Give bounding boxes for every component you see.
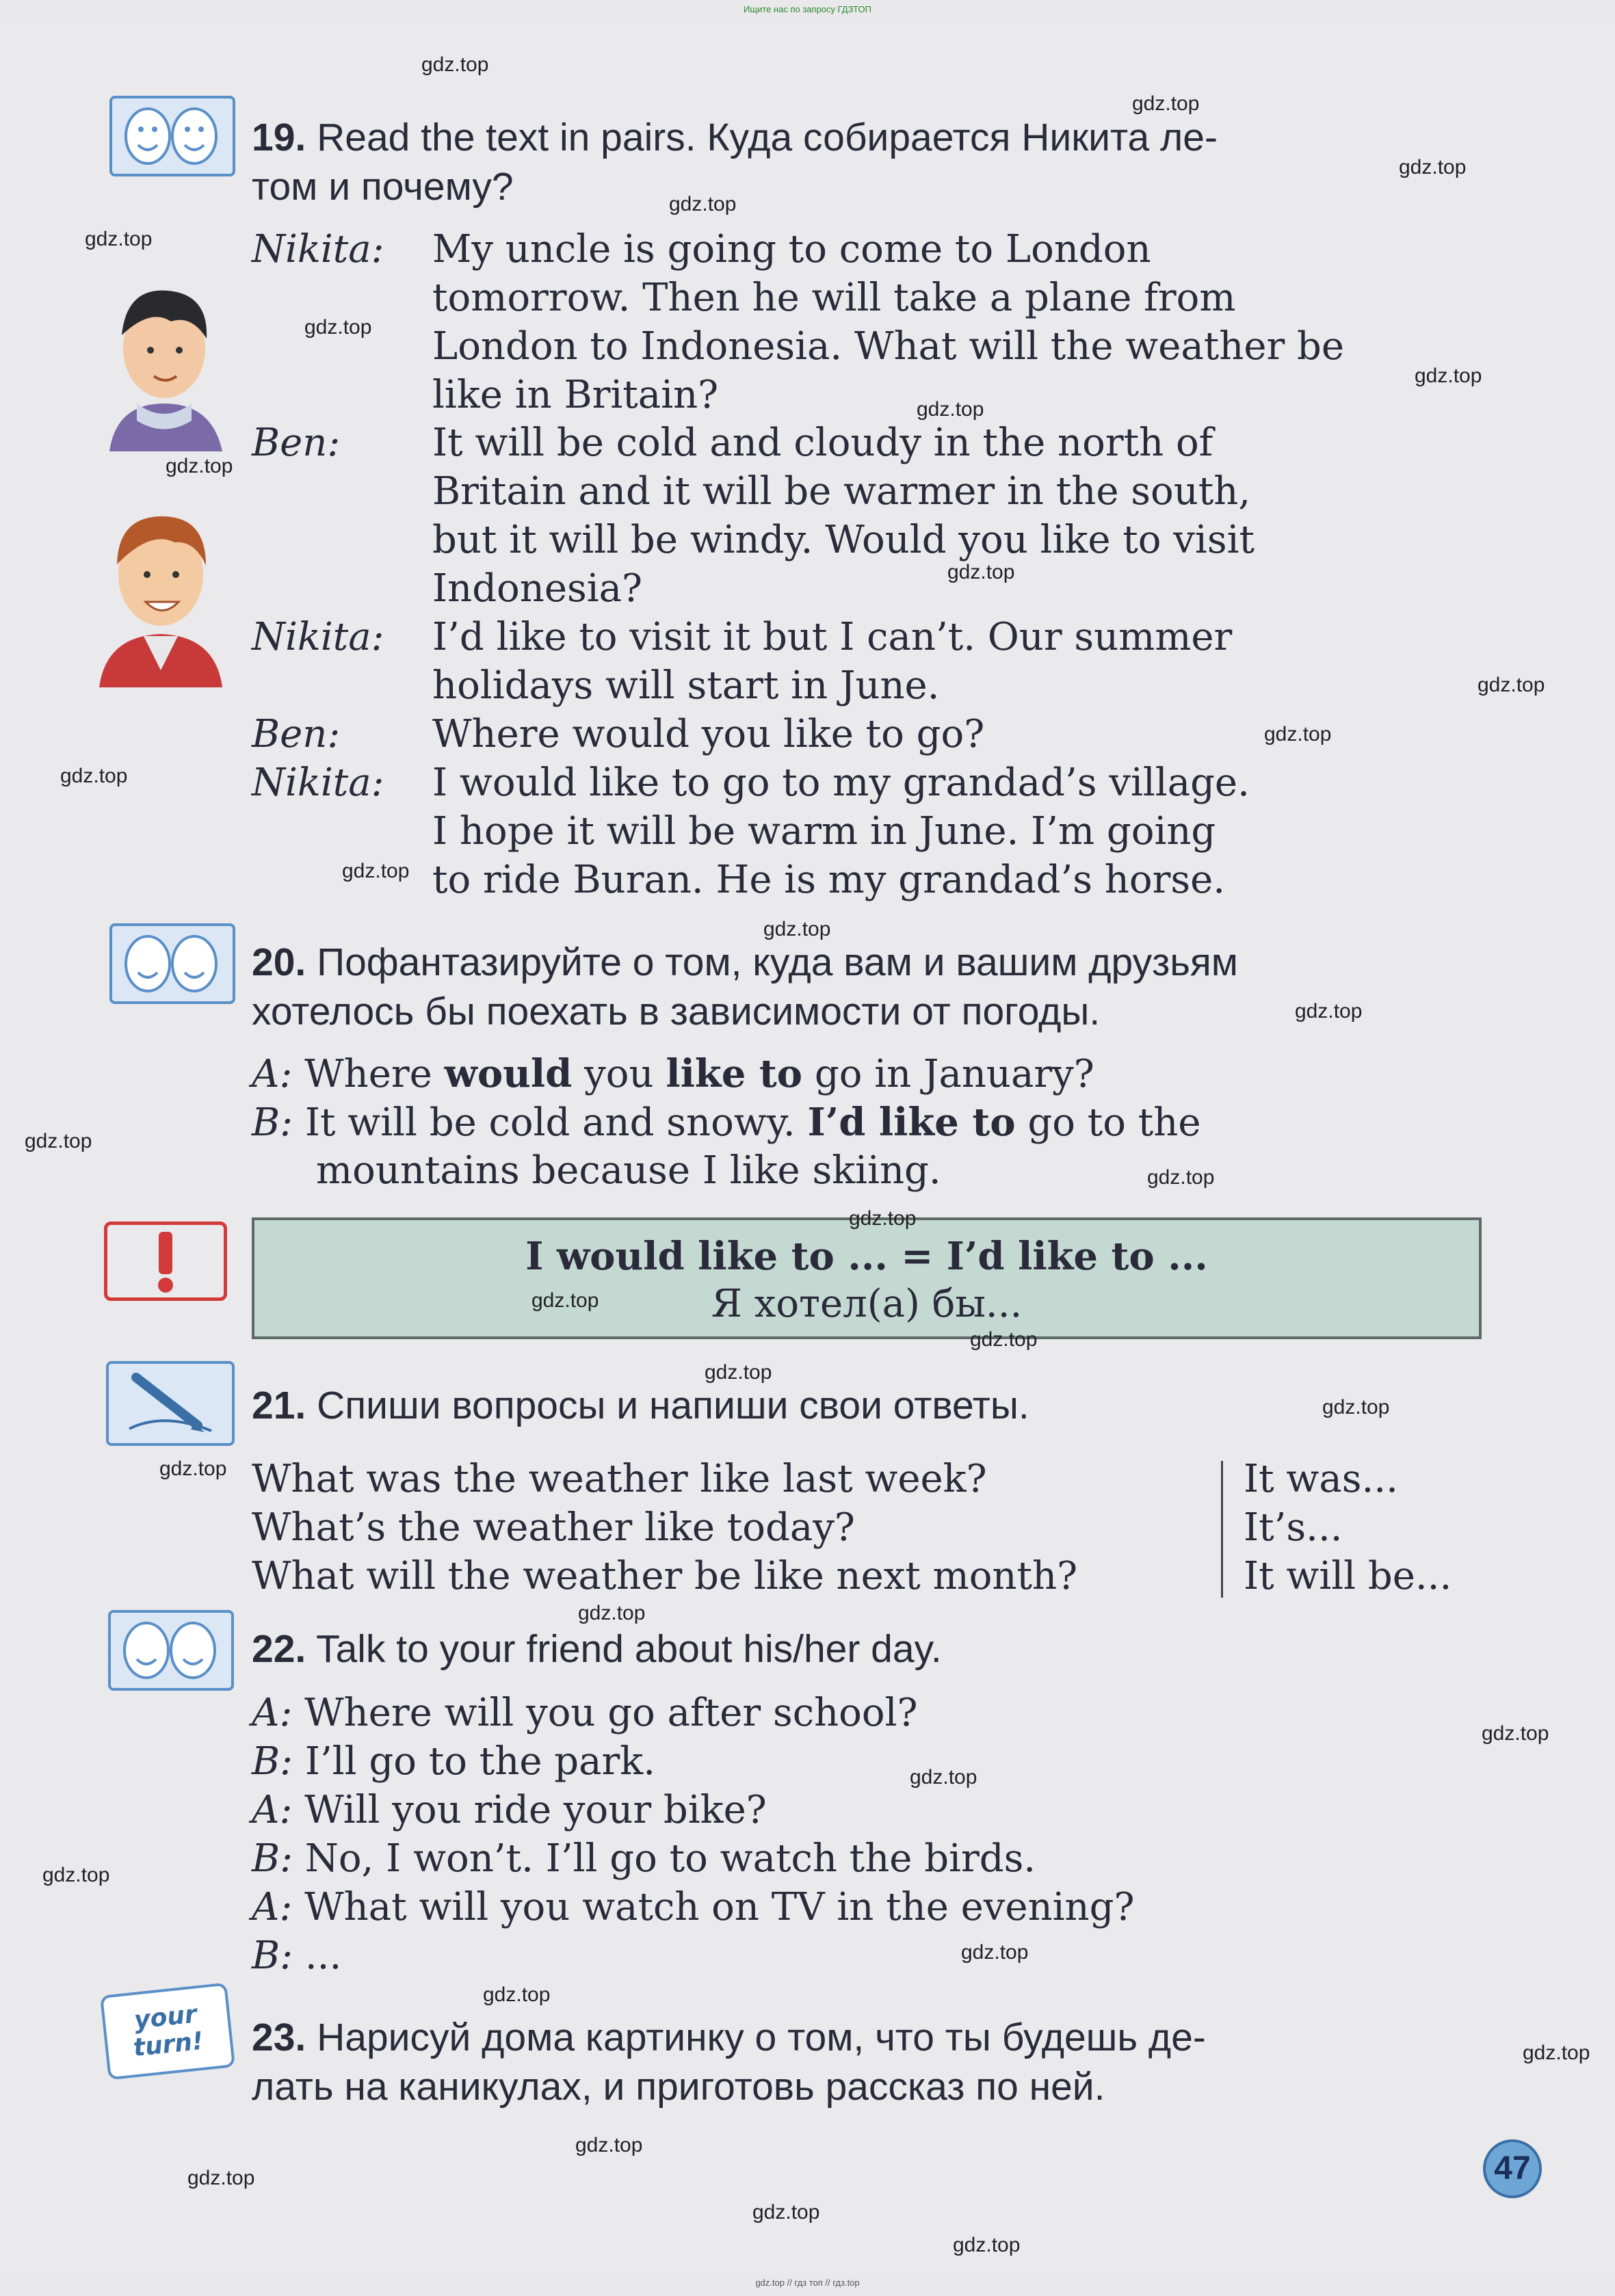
ex22-dialogue-line — [252, 1932, 341, 1980]
watermark: gdz.top — [1399, 156, 1467, 179]
header-note: Ищите нас по запросу ГДЗТОП — [743, 4, 871, 14]
watermark: gdz.top — [531, 1289, 599, 1312]
speaker-ben-1: Ben: — [252, 421, 341, 465]
ex19-line: to ride Buran. He is my grandad’s horse. — [432, 858, 1226, 902]
ex19-line: like in Britain? — [432, 373, 719, 417]
speaker-label: B: — [252, 1934, 293, 1978]
ex20-title-line2: хотелось бы поехать в зависимости от погоды. — [252, 990, 1101, 1033]
text-bold: I’d like to — [807, 1100, 1016, 1145]
text-part: Where — [304, 1052, 445, 1096]
speaker-a: A: — [252, 1052, 293, 1096]
pair-work-icon — [109, 923, 235, 1004]
ex19-line: It will be cold and cloudy in the north of — [432, 421, 1213, 465]
ex21-question: What will the weather be like next month? — [252, 1554, 1078, 1598]
your-turn-text: your turn! — [131, 2000, 205, 2063]
ex19-line: I would like to go to my grandad’s village. — [432, 761, 1250, 805]
watermark: gdz.top — [705, 1361, 772, 1384]
speaker-nikita-1: Nikita: — [252, 227, 384, 272]
watermark: gdz.top — [1147, 1166, 1215, 1189]
text-part: go in January? — [802, 1052, 1094, 1096]
ex23-title-line2: лать на каникулах, и приготовь рассказ по ней. — [252, 2065, 1105, 2109]
watermark: gdz.top — [752, 2201, 820, 2224]
watermark: gdz.top — [578, 1602, 646, 1624]
ex22-title-text: Talk to your friend about his/her day. — [316, 1627, 942, 1671]
watermark: gdz.top — [187, 2167, 255, 2189]
dialogue-text: I’ll go to the park. — [304, 1739, 656, 1784]
ex21-question: What was the weather like last week? — [252, 1457, 987, 1501]
ex20-line-b — [252, 1098, 1200, 1147]
ex19-line: Britain and it will be warmer in the south, — [432, 469, 1251, 514]
ex20-title-text: Пофантазируйте о том, куда вам и вашим друзьям — [317, 940, 1238, 984]
ex19-line: My uncle is going to come to London — [432, 227, 1151, 272]
watermark: gdz.top — [1322, 1396, 1390, 1418]
speaker-label: B: — [252, 1739, 293, 1784]
watermark: gdz.top — [60, 765, 128, 787]
ex23-number: 23. — [252, 2016, 306, 2059]
divider — [1221, 1461, 1223, 1598]
speaker-label: A: — [252, 1885, 293, 1929]
ex19-title-line1 — [252, 114, 1218, 161]
dialogue-text: Will you ride your bike? — [304, 1788, 767, 1832]
watermark: gdz.top — [159, 1457, 227, 1480]
watermark: gdz.top — [849, 1207, 917, 1230]
watermark: gdz.top — [961, 1941, 1029, 1964]
watermark: gdz.top — [421, 53, 489, 76]
ex20-title-line1 — [252, 938, 1238, 986]
watermark: gdz.top — [1482, 1722, 1549, 1745]
ex21-answer: It’s... — [1244, 1505, 1343, 1550]
watermark: gdz.top — [1478, 674, 1545, 696]
ex19-line: Where would you like to go? — [432, 712, 985, 756]
ex22-dialogue-line — [252, 1689, 918, 1737]
ex21-answer: It will be... — [1244, 1554, 1452, 1598]
ex19-line: I hope it will be warm in June. I’m going — [432, 809, 1216, 854]
your-turn-badge — [100, 1983, 235, 2081]
watermark: gdz.top — [910, 1766, 977, 1789]
ex22-title — [252, 1625, 942, 1673]
watermark: gdz.top — [1295, 1000, 1363, 1022]
watermark: gdz.top — [25, 1130, 92, 1152]
speaker-label: A: — [252, 1691, 293, 1735]
ex23-title-line1 — [252, 2014, 1206, 2061]
nikita-avatar — [89, 267, 239, 451]
dialogue-text: Where will you go after school? — [304, 1691, 918, 1735]
dialogue-text: What will you watch on TV in the evening? — [304, 1885, 1135, 1929]
watermark: gdz.top — [1132, 92, 1200, 115]
speaker-nikita-3: Nikita: — [252, 761, 384, 805]
ex19-line: tomorrow. Then he will take a plane from — [432, 276, 1236, 320]
ex19-line: Indonesia? — [432, 566, 643, 611]
watermark: gdz.top — [1523, 2042, 1590, 2064]
watermark: gdz.top — [763, 918, 831, 940]
speaker-nikita-2: Nikita: — [252, 615, 384, 659]
dialogue-text: ... — [304, 1934, 342, 1978]
writing-icon — [106, 1361, 235, 1446]
watermark: gdz.top — [85, 228, 153, 250]
ex22-dialogue-line — [252, 1884, 1134, 1931]
ex23-title-text: Нарисуй дома картинку о том, что ты будешь де- — [317, 2016, 1206, 2059]
watermark: gdz.top — [953, 2234, 1021, 2256]
speaker-b: B: — [252, 1100, 293, 1145]
watermark: gdz.top — [304, 316, 372, 339]
ex19-title-text: Read the text in pairs. Куда собирается Никита ле- — [317, 116, 1218, 159]
ex20-number: 20. — [252, 940, 306, 984]
watermark: gdz.top — [970, 1328, 1038, 1351]
ex19-line: I’d like to visit it but I can’t. Our summer — [432, 615, 1233, 659]
rule-line1: I would like to ... = I’d like to ... — [525, 1234, 1208, 1279]
ex19-number: 19. — [252, 116, 306, 159]
ex19-line: but it will be windy. Would you like to visit — [432, 518, 1255, 562]
ex22-dialogue-line — [252, 1738, 655, 1786]
ex21-title — [252, 1382, 1029, 1429]
speaker-label: A: — [252, 1788, 293, 1832]
page-number: 47 — [1483, 2139, 1542, 2198]
ex20-line-a — [252, 1050, 1094, 1098]
watermark: gdz.top — [483, 1983, 551, 2006]
watermark: gdz.top — [575, 2134, 643, 2156]
ex19-line: London to Indonesia. What will the weather be — [432, 324, 1345, 369]
ex21-answer: It was... — [1244, 1457, 1398, 1501]
ex21-question: What’s the weather like today? — [252, 1505, 855, 1550]
speaker-ben-2: Ben: — [252, 712, 341, 756]
attention-icon — [104, 1222, 227, 1301]
dialogue-text: No, I won’t. I’ll go to watch the birds. — [304, 1836, 1036, 1881]
text-part: you — [572, 1052, 666, 1096]
watermark: gdz.top — [669, 193, 737, 215]
text-bold: like to — [666, 1051, 803, 1096]
text-part: go to the — [1015, 1100, 1201, 1145]
text-bold: would — [444, 1051, 573, 1096]
ex20-line-b2: mountains because I like skiing. — [316, 1148, 941, 1193]
ex19-title-line2: том и почему? — [252, 165, 514, 209]
watermark: gdz.top — [342, 860, 410, 882]
watermark: gdz.top — [917, 398, 984, 421]
watermark: gdz.top — [947, 561, 1015, 583]
rule-line2: Я хотел(а) бы... — [711, 1282, 1023, 1326]
pair-work-icon — [108, 1610, 234, 1691]
ex21-title-text: Спиши вопросы и напиши свои ответы. — [317, 1384, 1029, 1427]
pair-work-icon — [109, 96, 235, 176]
grammar-rule-box — [252, 1217, 1482, 1339]
ex19-line: holidays will start in June. — [432, 663, 940, 708]
watermark: gdz.top — [1264, 723, 1332, 745]
watermark: gdz.top — [42, 1864, 110, 1886]
watermark: gdz.top — [1415, 365, 1482, 387]
ex22-number: 22. — [252, 1627, 306, 1671]
footer-note: gdz.top // гдз топ // гдз.top — [755, 2278, 860, 2288]
ex22-dialogue-line — [252, 1835, 1036, 1883]
watermark: gdz.top — [166, 455, 233, 477]
text-part: It will be cold and snowy. — [304, 1100, 808, 1145]
speaker-label: B: — [252, 1836, 293, 1881]
ben-avatar — [86, 489, 236, 687]
ex21-number: 21. — [252, 1384, 306, 1427]
ex22-dialogue-line — [252, 1786, 767, 1834]
